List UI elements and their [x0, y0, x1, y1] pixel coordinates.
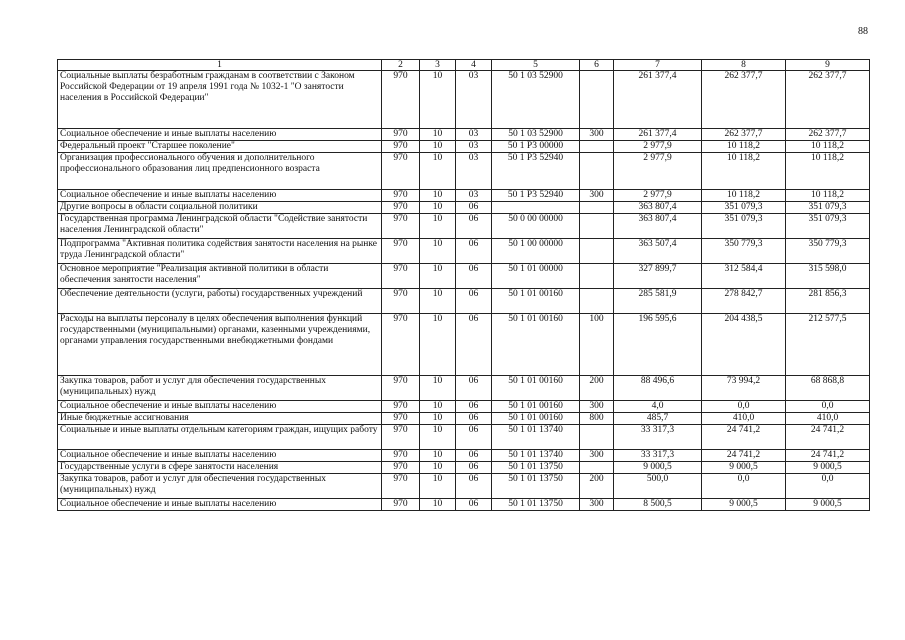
target-article-cell: 50 1 01 13750 — [492, 499, 580, 511]
col-header-5: 5 — [492, 60, 580, 71]
row-name-cell: Социальные выплаты безработным гражданам в соответствии с Законом Российской Федерации от 19 апреля 1991 года № 1032-1 "О занятости населения в Российской Федерации" — [58, 71, 382, 129]
expense-type-cell: 200 — [580, 376, 614, 401]
subsection-cell: 03 — [456, 153, 492, 190]
amount-cell-2: 10 118,2 — [702, 153, 786, 190]
table-row — [58, 314, 870, 376]
chapter-cell: 10 — [420, 129, 456, 141]
section-cell: 970 — [382, 462, 420, 474]
chapter-cell: 10 — [420, 264, 456, 289]
subsection-cell: 06 — [456, 462, 492, 474]
row-name-cell: Основное мероприятие "Реализация активной политики в области обеспечения занятости населения" — [58, 264, 382, 289]
chapter-cell: 10 — [420, 141, 456, 153]
row-name-cell: Социальные и иные выплаты отдельным категориям граждан, ищущих работу — [58, 425, 382, 450]
subsection-cell: 06 — [456, 214, 492, 239]
amount-cell-2: 0,0 — [702, 401, 786, 413]
amount-cell-1: 363 807,4 — [614, 202, 702, 214]
chapter-cell: 10 — [420, 153, 456, 190]
section-cell: 970 — [382, 314, 420, 376]
amount-cell-3: 410,0 — [786, 413, 870, 425]
section-cell: 970 — [382, 376, 420, 401]
expense-type-cell: 300 — [580, 401, 614, 413]
expense-type-cell — [580, 214, 614, 239]
amount-cell-1: 2 977,9 — [614, 141, 702, 153]
row-name-cell: Социальное обеспечение и иные выплаты населению — [58, 129, 382, 141]
amount-cell-1: 485,7 — [614, 413, 702, 425]
expense-type-cell — [580, 289, 614, 314]
row-name-cell: Обеспечение деятельности (услуги, работы) государственных учреждений — [58, 289, 382, 314]
amount-cell-3: 281 856,3 — [786, 289, 870, 314]
row-name-cell: Другие вопросы в области социальной политики — [58, 202, 382, 214]
amount-cell-2: 350 779,3 — [702, 239, 786, 264]
col-header-9: 9 — [786, 60, 870, 71]
amount-cell-1: 261 377,4 — [614, 129, 702, 141]
amount-cell-2: 10 118,2 — [702, 141, 786, 153]
target-article-cell: 50 1 01 00160 — [492, 314, 580, 376]
amount-cell-2: 24 741,2 — [702, 425, 786, 450]
amount-cell-1: 88 496,6 — [614, 376, 702, 401]
amount-cell-3: 350 779,3 — [786, 239, 870, 264]
expense-type-cell: 100 — [580, 314, 614, 376]
expense-type-cell — [580, 202, 614, 214]
target-article-cell: 50 1 00 00000 — [492, 239, 580, 264]
subsection-cell: 03 — [456, 129, 492, 141]
amount-cell-3: 10 118,2 — [786, 153, 870, 190]
target-article-cell: 50 1 P3 52940 — [492, 153, 580, 190]
amount-cell-1: 500,0 — [614, 474, 702, 499]
row-name-cell: Государственная программа Ленинградской области "Содействие занятости населения Ленинградской области" — [58, 214, 382, 239]
amount-cell-3: 262 377,7 — [786, 71, 870, 129]
chapter-cell: 10 — [420, 376, 456, 401]
amount-cell-2: 351 079,3 — [702, 202, 786, 214]
col-header-3: 3 — [420, 60, 456, 71]
target-article-cell: 50 1 01 00160 — [492, 289, 580, 314]
chapter-cell: 10 — [420, 214, 456, 239]
amount-cell-2: 204 438,5 — [702, 314, 786, 376]
section-cell: 970 — [382, 153, 420, 190]
expense-type-cell: 200 — [580, 474, 614, 499]
subsection-cell: 06 — [456, 314, 492, 376]
expense-type-cell: 300 — [580, 129, 614, 141]
section-cell: 970 — [382, 264, 420, 289]
page-number: 88 — [858, 26, 868, 37]
row-name-cell: Социальное обеспечение и иные выплаты населению — [58, 401, 382, 413]
chapter-cell: 10 — [420, 401, 456, 413]
target-article-cell: 50 1 03 52900 — [492, 129, 580, 141]
section-cell: 970 — [382, 425, 420, 450]
header-row — [58, 60, 870, 71]
subsection-cell: 06 — [456, 401, 492, 413]
table-row — [58, 474, 870, 499]
amount-cell-3: 9 000,5 — [786, 499, 870, 511]
amount-cell-2: 0,0 — [702, 474, 786, 499]
amount-cell-1: 8 500,5 — [614, 499, 702, 511]
amount-cell-1: 33 317,3 — [614, 425, 702, 450]
row-name-cell: Организация профессионального обучения и дополнительного профессионального образования лиц предпенсионного возраста — [58, 153, 382, 190]
target-article-cell: 50 1 P3 52940 — [492, 190, 580, 202]
amount-cell-2: 262 377,7 — [702, 129, 786, 141]
expense-type-cell: 300 — [580, 450, 614, 462]
target-article-cell: 50 0 00 00000 — [492, 214, 580, 239]
target-article-cell: 50 1 01 00000 — [492, 264, 580, 289]
target-article-cell: 50 1 01 00160 — [492, 401, 580, 413]
row-name-cell: Федеральный проект "Старшее поколение" — [58, 141, 382, 153]
amount-cell-2: 10 118,2 — [702, 190, 786, 202]
section-cell: 970 — [382, 413, 420, 425]
chapter-cell: 10 — [420, 314, 456, 376]
table-row — [58, 376, 870, 401]
col-header-1: 1 — [58, 60, 382, 71]
table-row — [58, 141, 870, 153]
amount-cell-1: 285 581,9 — [614, 289, 702, 314]
target-article-cell: 50 1 01 13740 — [492, 450, 580, 462]
col-header-7: 7 — [614, 60, 702, 71]
row-name-cell: Социальное обеспечение и иные выплаты населению — [58, 450, 382, 462]
chapter-cell: 10 — [420, 202, 456, 214]
chapter-cell: 10 — [420, 474, 456, 499]
section-cell: 970 — [382, 239, 420, 264]
amount-cell-1: 2 977,9 — [614, 153, 702, 190]
budget-table — [57, 59, 870, 511]
row-name-cell: Закупка товаров, работ и услуг для обеспечения государственных (муниципальных) нужд — [58, 474, 382, 499]
table-row — [58, 129, 870, 141]
amount-cell-2: 24 741,2 — [702, 450, 786, 462]
amount-cell-2: 73 994,2 — [702, 376, 786, 401]
table-row — [58, 450, 870, 462]
subsection-cell: 06 — [456, 474, 492, 499]
expense-type-cell: 300 — [580, 190, 614, 202]
subsection-cell: 06 — [456, 425, 492, 450]
table-row — [58, 202, 870, 214]
table-row — [58, 413, 870, 425]
amount-cell-2: 9 000,5 — [702, 462, 786, 474]
amount-cell-3: 0,0 — [786, 474, 870, 499]
section-cell: 970 — [382, 141, 420, 153]
section-cell: 970 — [382, 474, 420, 499]
chapter-cell: 10 — [420, 450, 456, 462]
amount-cell-2: 278 842,7 — [702, 289, 786, 314]
subsection-cell: 06 — [456, 450, 492, 462]
amount-cell-3: 24 741,2 — [786, 450, 870, 462]
table-row — [58, 214, 870, 239]
amount-cell-3: 68 868,8 — [786, 376, 870, 401]
target-article-cell: 50 1 03 52900 — [492, 71, 580, 129]
col-header-6: 6 — [580, 60, 614, 71]
row-name-cell: Государственные услуги в сфере занятости населения — [58, 462, 382, 474]
target-article-cell: 50 1 01 13750 — [492, 474, 580, 499]
subsection-cell: 03 — [456, 71, 492, 129]
table-row — [58, 71, 870, 129]
expense-type-cell — [580, 425, 614, 450]
amount-cell-1: 363 807,4 — [614, 214, 702, 239]
amount-cell-3: 0,0 — [786, 401, 870, 413]
amount-cell-3: 262 377,7 — [786, 129, 870, 141]
target-article-cell: 50 1 01 00160 — [492, 413, 580, 425]
table-row — [58, 264, 870, 289]
expense-type-cell: 800 — [580, 413, 614, 425]
expense-type-cell — [580, 239, 614, 264]
amount-cell-3: 10 118,2 — [786, 190, 870, 202]
target-article-cell: 50 1 01 13740 — [492, 425, 580, 450]
amount-cell-3: 24 741,2 — [786, 425, 870, 450]
amount-cell-2: 262 377,7 — [702, 71, 786, 129]
amount-cell-1: 196 595,6 — [614, 314, 702, 376]
amount-cell-2: 410,0 — [702, 413, 786, 425]
subsection-cell: 06 — [456, 202, 492, 214]
expense-type-cell — [580, 153, 614, 190]
amount-cell-1: 33 317,3 — [614, 450, 702, 462]
target-article-cell: 50 1 01 00160 — [492, 376, 580, 401]
subsection-cell: 06 — [456, 499, 492, 511]
chapter-cell: 10 — [420, 239, 456, 264]
subsection-cell: 03 — [456, 190, 492, 202]
chapter-cell: 10 — [420, 289, 456, 314]
row-name-cell: Подпрограмма "Активная политика содействия занятости населения на рынке труда Ленинградской области" — [58, 239, 382, 264]
row-name-cell: Расходы на выплаты персоналу в целях обеспечения выполнения функций государственными (муниципальными) органами, казенными учреждениями, органами управления государственными внебюджетными фондами — [58, 314, 382, 376]
subsection-cell: 06 — [456, 289, 492, 314]
expense-type-cell — [580, 141, 614, 153]
chapter-cell: 10 — [420, 499, 456, 511]
section-cell: 970 — [382, 214, 420, 239]
amount-cell-3: 351 079,3 — [786, 214, 870, 239]
amount-cell-3: 212 577,5 — [786, 314, 870, 376]
row-name-cell: Иные бюджетные ассигнования — [58, 413, 382, 425]
subsection-cell: 06 — [456, 264, 492, 289]
target-article-cell — [492, 202, 580, 214]
table-row — [58, 190, 870, 202]
section-cell: 970 — [382, 499, 420, 511]
table-row — [58, 289, 870, 314]
chapter-cell: 10 — [420, 71, 456, 129]
amount-cell-2: 351 079,3 — [702, 214, 786, 239]
row-name-cell: Закупка товаров, работ и услуг для обеспечения государственных (муниципальных) нужд — [58, 376, 382, 401]
section-cell: 970 — [382, 202, 420, 214]
section-cell: 970 — [382, 289, 420, 314]
amount-cell-3: 10 118,2 — [786, 141, 870, 153]
amount-cell-1: 261 377,4 — [614, 71, 702, 129]
target-article-cell: 50 1 P3 00000 — [492, 141, 580, 153]
chapter-cell: 10 — [420, 462, 456, 474]
amount-cell-1: 327 899,7 — [614, 264, 702, 289]
table-row — [58, 401, 870, 413]
table-row — [58, 499, 870, 511]
subsection-cell: 06 — [456, 239, 492, 264]
target-article-cell: 50 1 01 13750 — [492, 462, 580, 474]
subsection-cell: 03 — [456, 141, 492, 153]
amount-cell-1: 4,0 — [614, 401, 702, 413]
table-body — [58, 71, 870, 511]
col-header-8: 8 — [702, 60, 786, 71]
chapter-cell: 10 — [420, 190, 456, 202]
subsection-cell: 06 — [456, 413, 492, 425]
expense-type-cell — [580, 71, 614, 129]
amount-cell-2: 312 584,4 — [702, 264, 786, 289]
amount-cell-1: 363 507,4 — [614, 239, 702, 264]
expense-type-cell — [580, 264, 614, 289]
section-cell: 970 — [382, 190, 420, 202]
amount-cell-3: 351 079,3 — [786, 202, 870, 214]
amount-cell-1: 2 977,9 — [614, 190, 702, 202]
chapter-cell: 10 — [420, 413, 456, 425]
expense-type-cell — [580, 462, 614, 474]
row-name-cell: Социальное обеспечение и иные выплаты населению — [58, 499, 382, 511]
table-row — [58, 239, 870, 264]
section-cell: 970 — [382, 71, 420, 129]
col-header-2: 2 — [382, 60, 420, 71]
section-cell: 970 — [382, 450, 420, 462]
section-cell: 970 — [382, 129, 420, 141]
row-name-cell: Социальное обеспечение и иные выплаты населению — [58, 190, 382, 202]
expense-type-cell: 300 — [580, 499, 614, 511]
chapter-cell: 10 — [420, 425, 456, 450]
amount-cell-3: 315 598,0 — [786, 264, 870, 289]
amount-cell-2: 9 000,5 — [702, 499, 786, 511]
table-row — [58, 462, 870, 474]
subsection-cell: 06 — [456, 376, 492, 401]
table-row — [58, 425, 870, 450]
section-cell: 970 — [382, 401, 420, 413]
table-row — [58, 153, 870, 190]
amount-cell-3: 9 000,5 — [786, 462, 870, 474]
amount-cell-1: 9 000,5 — [614, 462, 702, 474]
col-header-4: 4 — [456, 60, 492, 71]
